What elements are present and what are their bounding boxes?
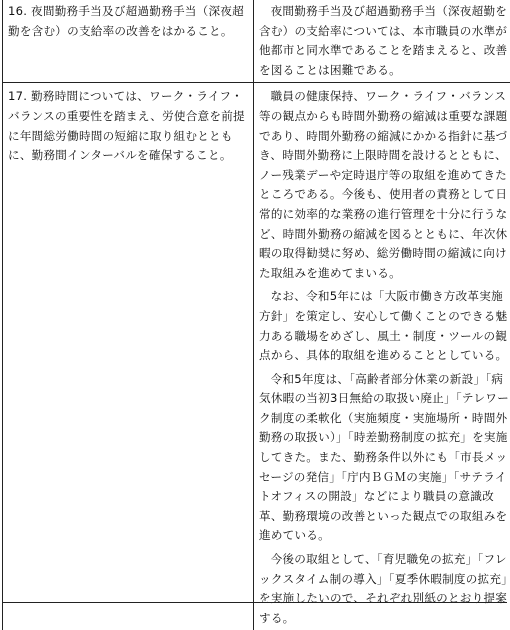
response-paragraph: 職員の健康保持、ワーク・ライフ・バランス等の観点からも時間外勤務の縮減は重要な課題であり、時間外勤務の縮減にかかる指針に基づき、時間外勤務に上限時間を設けるとともに、ノー残業デーや定時退庁等の取組を進めてきたところである。今後も、使用者の責務として日常的に効率的な業務の進行管理を十分に行うなど、時間外勤務の縮減を図るとともに、年次休暇の取得勧奨に努め、総労働時間の縮減に向けた取組みを進めてまいる。 xyxy=(259,87,509,283)
response-paragraph: 今後の取組として、「育児職免の拡充」「フレックスタイム制の導入」「夏季休暇制度の拡充」を実施したいので、それぞれ別紙のとおり提案する。 xyxy=(259,550,509,628)
page-bottom-rule xyxy=(2,602,507,603)
table-row xyxy=(3,83,510,630)
response-paragraph: 夜間勤務手当及び超過勤務手当（深夜超勤を含む）の支給率については、本市職員の水準が他都市と同水準であることを踏まえると、改善を図ることは困難である。 xyxy=(259,2,509,80)
response-cell xyxy=(254,0,510,83)
request-response-table xyxy=(2,0,510,630)
request-cell xyxy=(3,0,254,83)
table-row xyxy=(3,0,510,83)
request-text: 16. 夜間勤務手当及び超過勤務手当（深夜超勤を含む）の支給率の改善をはかること。 xyxy=(8,2,248,41)
request-cell xyxy=(3,83,254,630)
response-paragraph: 令和5年度は、「高齢者部分休業の新設」「病気休暇の当初3日無給の取扱い廃止」「テレワーク制度の柔軟化（実施頻度・実施場所・時間外勤務の取扱い）」「時差勤務制度の拡充」を実施してきた。また、勤務条件以外にも「市長メッセージの発信」「庁内ＢＧＭの実施」「サテライトオフィスの開設」などにより職員の意識改革、勤務環境の改善といった観点での取組みを進めている。 xyxy=(259,370,509,546)
request-text: 17. 勤務時間については、ワーク・ライフ・バランスの重要性を踏まえ、労使合意を前提に年間総労働時間の短縮に取り組むとともに、勤務間インターバルを確保すること。 xyxy=(8,87,248,165)
response-cell xyxy=(254,83,510,630)
response-paragraph: なお、令和5年には「大阪市働き方改革実施方針」を策定し、安心して働くことのできる魅力ある職場をめざし、風土・制度・ツールの観点から、具体的取組を進めることとしている。 xyxy=(259,287,509,365)
